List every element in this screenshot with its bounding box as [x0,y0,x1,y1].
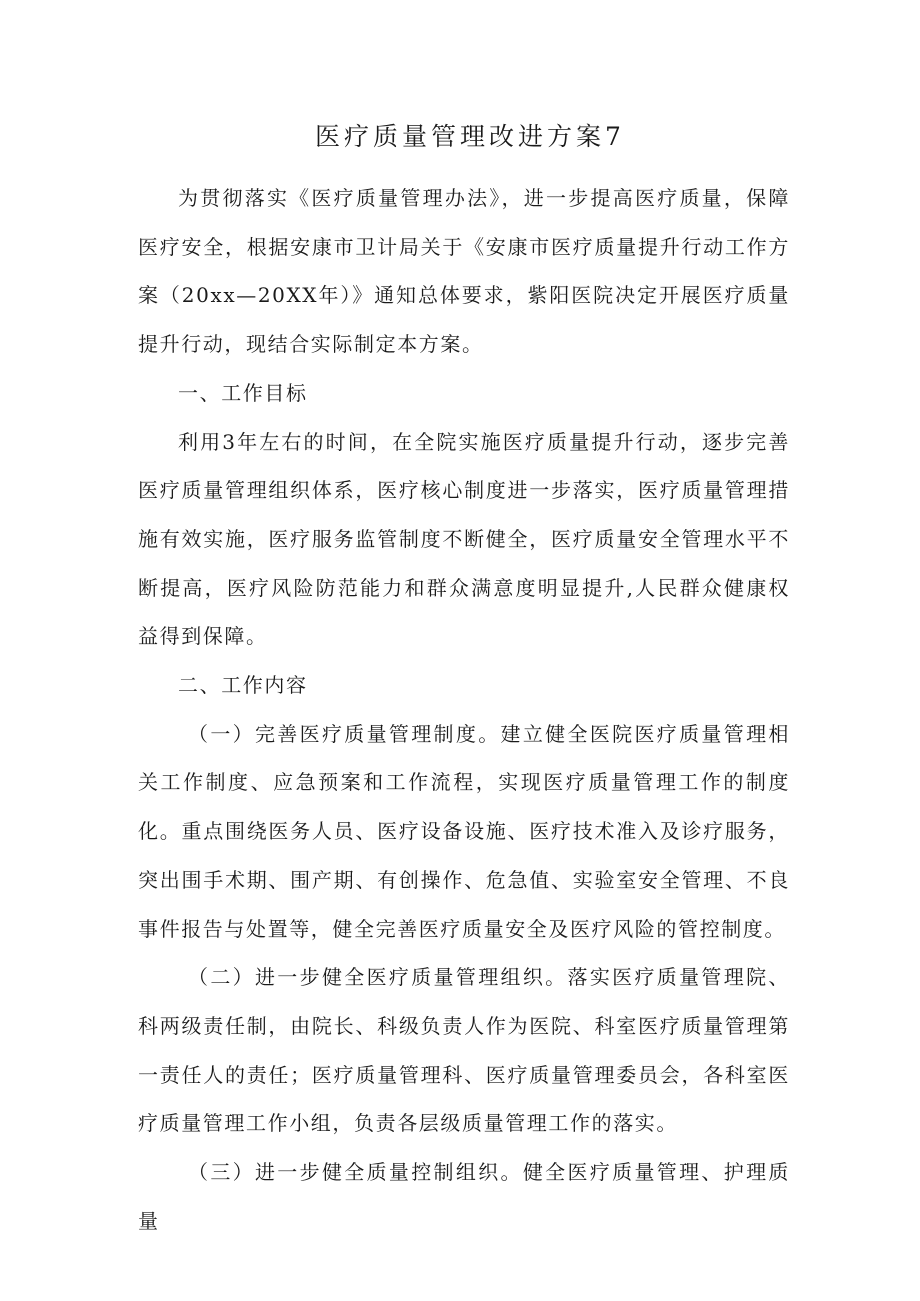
intro-paragraph: 为贯彻落实《医疗质量管理办法》，进一步提高医疗质量，保障医疗安全，根据安康市卫计局关于《安康市医疗质量提升行动工作方案（20xx—20XX年）》通知总体要求，紫阳医院决定开展医疗质量提升行动，现结合实际制定本方案。 [138,186,790,357]
document-title: 医疗质量管理改进方案7 [315,122,625,151]
section-1-heading: 一、工作目标 [178,380,308,405]
section-2-heading: 二、工作内容 [178,673,308,698]
section-2-item-1: （一）完善医疗质量管理制度。建立健全医院医疗质量管理相关工作制度、应急预案和工作流程，实现医疗质量管理工作的制度化。重点围绕医务人员、医疗设备设施、医疗技术准入及诊疗服务，突出围手术期、围产期、有创操作、危急值、实验室安全管理、不良事件报告与处置等，健全完善医疗质量安全及医疗风险的管控制度。 [138,721,790,941]
section-2-item-3: （三）进一步健全质量控制组织。健全医疗质量管理、护理质量 [138,1160,790,1233]
section-1-paragraph: 利用3年左右的时间，在全院实施医疗质量提升行动，逐步完善医疗质量管理组织体系，医疗核心制度进一步落实，医疗质量管理措施有效实施，医疗服务监管制度不断健全，医疗质量安全管理水平不断提高，医疗风险防范能力和群众满意度明显提升,人民群众健康权益得到保障。 [138,429,790,649]
section-2-item-2: （二）进一步健全医疗质量管理组织。落实医疗质量管理院、科两级责任制，由院长、科级负责人作为医院、科室医疗质量管理第一责任人的责任；医疗质量管理科、医疗质量管理委员会，各科室医疗质量管理工作小组，负责各层级质量管理工作的落实。 [138,965,790,1136]
